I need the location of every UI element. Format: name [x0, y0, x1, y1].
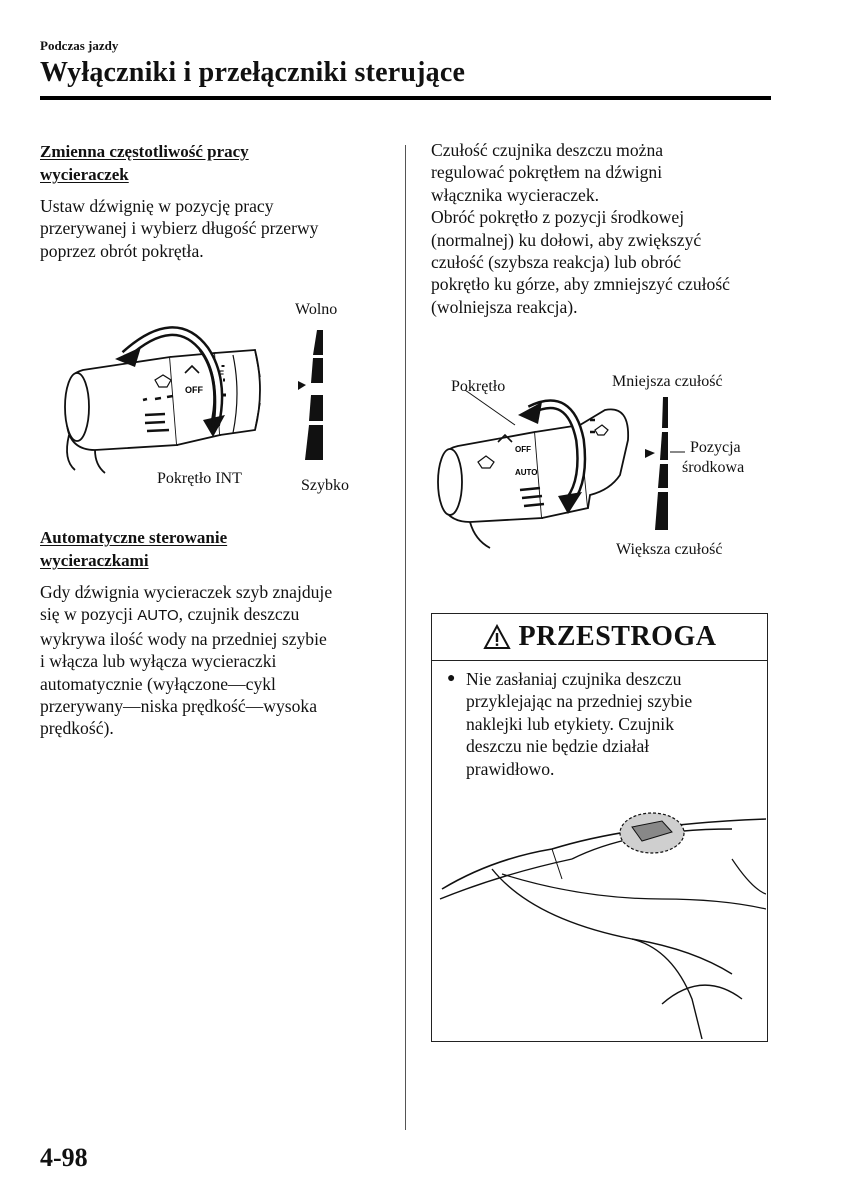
text-line: Nie zasłaniaj czujnika deszczu	[466, 669, 682, 689]
text-line: przerywanej i wybierz długość przerwy	[40, 218, 319, 239]
page-title: Wyłączniki i przełączniki sterujące	[40, 57, 466, 88]
current-position-marker-icon	[645, 449, 655, 458]
text-line: się w pozycji AUTO, czujnik deszczu	[40, 604, 300, 625]
auto-wiper-paragraph	[40, 581, 332, 740]
label-fast: Szybko	[301, 477, 349, 494]
switch-mark-auto: AUTO	[515, 468, 538, 477]
text-line: naklejki lub etykiety. Czujnik	[466, 713, 674, 734]
sensitivity-paragraph	[431, 139, 730, 318]
caution-list	[444, 668, 744, 780]
switch-mark-off: OFF	[515, 445, 531, 454]
wiper-lever-illustration	[438, 409, 628, 548]
column-divider	[405, 145, 406, 1130]
text-line: przyklejając na przedniej szybie	[466, 691, 693, 712]
label-int-knob: Pokrętło INT	[157, 470, 242, 487]
text-line: (normalnej) ku dołowi, aby zwiększyć	[431, 229, 702, 250]
switch-mark-off: OFF	[185, 385, 203, 395]
label-knob: Pokrętło	[451, 378, 506, 395]
wiper-lever-illustration	[65, 350, 260, 473]
auto-position-code: AUTO	[137, 607, 179, 625]
rain-sensor-icon	[620, 813, 684, 853]
windshield-sensor-illustration	[432, 799, 766, 1039]
text-line: i włącza lub wyłącza wycieraczki	[40, 651, 277, 672]
text-line: automatycznie (wyłączone—cykl	[40, 673, 276, 694]
text-line: (wolniejsza reakcja).	[431, 296, 578, 317]
label-line: Pozycja	[690, 439, 741, 456]
caution-title: PRZESTROGA	[518, 621, 717, 652]
title-rule	[40, 96, 771, 100]
text-line: prędkość).	[40, 718, 114, 739]
text-line: regulować pokrętłem na dźwigni	[431, 162, 663, 183]
label-slow: Wolno	[295, 301, 338, 318]
interval-speed-scale	[298, 330, 323, 460]
label-less-sensitive: Mniejsza czułość	[612, 373, 723, 390]
heading-line: wycieraczek	[40, 165, 129, 184]
text-line: przerywany—niska prędkość—wysoka	[40, 696, 318, 717]
list-item	[444, 668, 744, 780]
caution-header	[432, 614, 767, 661]
text-line: deszczu nie będzie działał	[466, 736, 650, 757]
warning-triangle-icon	[483, 624, 511, 650]
variable-interval-paragraph	[40, 195, 318, 262]
section-label: Podczas jazdy	[40, 38, 119, 53]
text-line: Obróć pokrętło z pozycji środkowej	[431, 207, 685, 228]
label-more-sensitive: Większa czułość	[616, 541, 723, 558]
text-line: włącznika wycieraczek.	[431, 184, 600, 205]
text-line: Gdy dźwignia wycieraczek szyb znajduje	[40, 582, 333, 602]
label-line: środkowa	[682, 459, 745, 476]
text-line: poprzez obrót pokrętła.	[40, 240, 204, 261]
text-line: pokrętło ku górze, aby zmniejszyć czułość	[431, 274, 730, 295]
heading-line: wycieraczkami	[40, 551, 149, 570]
switch-mark-ff: FF	[213, 369, 224, 379]
heading-line: Automatyczne sterowanie	[40, 528, 228, 547]
auto-wiper-heading	[40, 526, 227, 572]
current-position-marker-icon	[298, 381, 306, 390]
caution-box	[431, 613, 768, 1042]
variable-interval-heading	[40, 140, 249, 186]
car-windshield-drawing	[440, 819, 766, 1039]
heading-line: Zmienna częstotliwość pracy	[40, 142, 249, 161]
text-line: Czułość czujnika deszczu można	[431, 140, 664, 160]
bullet-icon: ●	[447, 671, 456, 686]
text-line: Ustaw dźwignię w pozycję pracy	[40, 196, 274, 216]
text-line: wykrywa ilość wody na przedniej szybie	[40, 628, 327, 649]
text-line: prawidłowo.	[466, 758, 555, 779]
text-line: czułość (szybsza reakcja) lub obróć	[431, 252, 682, 273]
page-number: 4-98	[40, 1143, 88, 1172]
label-center-position	[682, 438, 745, 478]
